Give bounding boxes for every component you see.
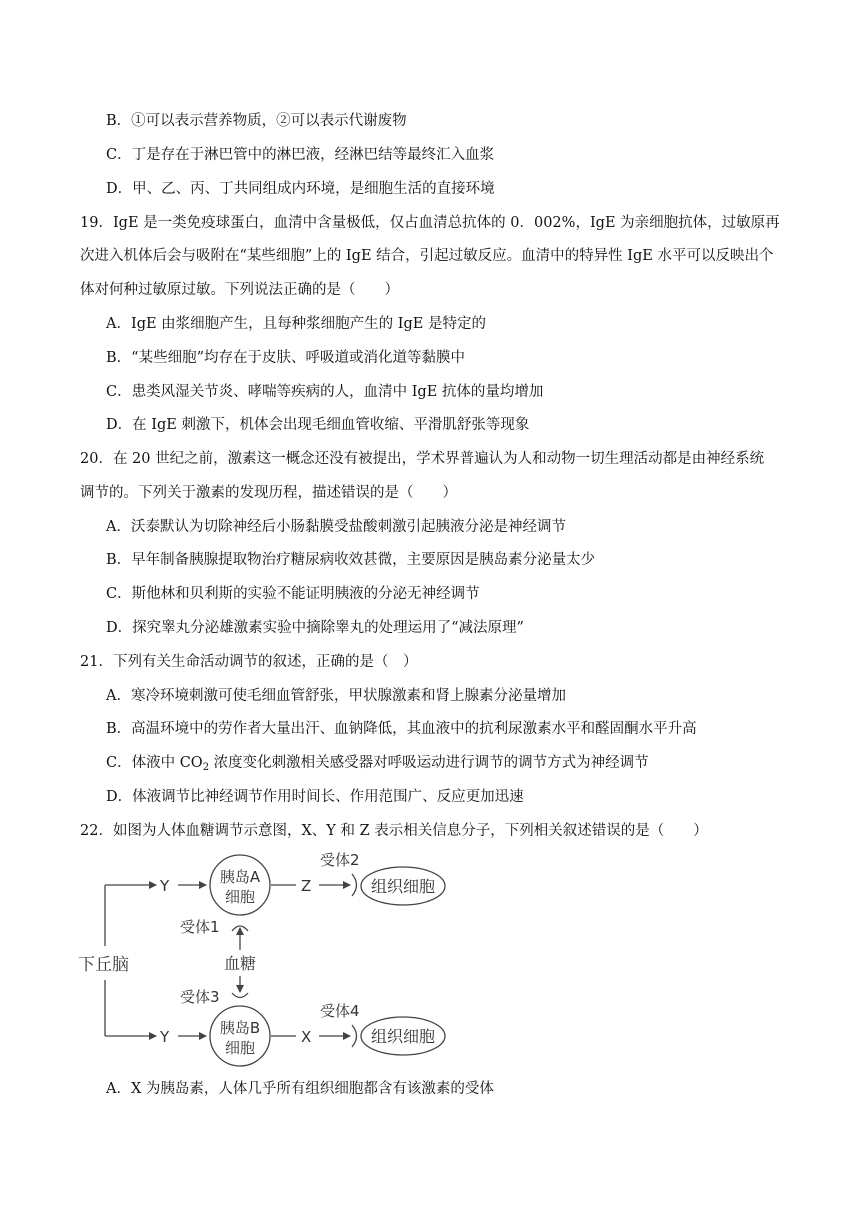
option-21-c-text-b: 浓度变化刺激相关感受器对呼吸运动进行调节的调节方式为神经调节 xyxy=(209,755,649,771)
label-y-bottom: Y xyxy=(160,1028,170,1046)
label-islet-a-2: 细胞 xyxy=(224,888,256,906)
label-hypothalamus: 下丘脑 xyxy=(78,955,129,975)
question-22: 22．如图为人体血糖调节示意图，X、Y 和 Z 表示相关信息分子，下列相关叙述错误的是（ ） xyxy=(80,823,708,839)
receptor-2-arc xyxy=(352,874,357,896)
option-21-b: B．高温环境中的劳作者大量出汗、血钠降低，其血液中的抗利尿激素水平和醛固酮水平升高 xyxy=(106,721,697,737)
option-19-a: A．IgE 由浆细胞产生，且每种浆细胞产生的 IgE 是特定的 xyxy=(106,316,486,332)
label-receptor-1: 受体1 xyxy=(180,918,220,936)
receptor-4-arc xyxy=(352,1025,357,1047)
question-19-line3: 体对何种过敏原过敏。下列说法正确的是（ ） xyxy=(80,282,399,298)
option-20-b: B．早年制备胰腺提取物治疗糖尿病收效甚微，主要原因是胰岛素分泌量太少 xyxy=(106,552,596,568)
option-19-d: D．在 IgE 刺激下，机体会出现毛细血管收缩、平滑肌舒张等现象 xyxy=(106,417,530,433)
option-21-c-text-a: C．体液中 CO xyxy=(106,755,203,771)
option-20-a: A．沃泰默认为切除神经后小肠黏膜受盐酸刺激引起胰液分泌是神经调节 xyxy=(106,519,566,535)
receptor-3-arc xyxy=(232,993,248,998)
option-18-b: B．①可以表示营养物质，②可以表示代谢废物 xyxy=(106,113,407,129)
label-islet-a-1: 胰岛A xyxy=(219,868,261,886)
label-tissue-top: 组织细胞 xyxy=(370,877,436,896)
option-21-c xyxy=(106,753,649,773)
label-islet-b-2: 细胞 xyxy=(224,1039,256,1057)
question-20-line2: 调节的。下列关于激素的发现历程，描述错误的是（ ） xyxy=(80,485,457,501)
option-21-d: D．体液调节比神经调节作用时间长、作用范围广、反应更加迅速 xyxy=(106,789,524,805)
label-y-top: Y xyxy=(160,877,170,895)
label-blood-sugar: 血糖 xyxy=(223,954,257,973)
option-21-a: A．寒冷环境刺激可使毛细血管舒张，甲状腺激素和肾上腺素分泌量增加 xyxy=(106,688,566,704)
blood-sugar-regulation-diagram xyxy=(74,848,474,1068)
co2-subscript: 2 xyxy=(202,762,210,773)
question-19-line1: 19．IgE 是一类免疫球蛋白，血清中含量极低，仅占血清总抗体的 0．002%，IgE 为亲细胞抗体，过敏原再 xyxy=(80,215,780,231)
question-21: 21．下列有关生命活动调节的叙述，正确的是（ ） xyxy=(80,654,418,670)
label-receptor-2: 受体2 xyxy=(320,851,360,869)
option-20-d: D．探究睾丸分泌雄激素实验中摘除睾丸的处理运用了“减法原理” xyxy=(106,620,524,636)
label-receptor-3: 受体3 xyxy=(180,988,220,1006)
option-20-c: C．斯他林和贝利斯的实验不能证明胰液的分泌无神经调节 xyxy=(106,586,480,602)
option-18-d: D．甲、乙、丙、丁共同组成内环境，是细胞生活的直接环境 xyxy=(106,181,495,197)
option-19-c: C．患类风湿关节炎、哮喘等疾病的人，血清中 IgE 抗体的量均增加 xyxy=(106,384,544,400)
question-20-line1: 20．在 20 世纪之前，激素这一概念还没有被提出，学术界普遍认为人和动物一切生理活动都是由神经系统 xyxy=(80,451,765,467)
label-islet-b-1: 胰岛B xyxy=(219,1019,261,1037)
label-x: X xyxy=(301,1028,312,1046)
question-19-line2: 次进入机体后会与吸附在“某些细胞”上的 IgE 结合，引起过敏反应。血清中的特异性 IgE 水平可以反映出个 xyxy=(80,248,774,264)
label-tissue-bottom: 组织细胞 xyxy=(370,1027,436,1046)
label-z: Z xyxy=(301,877,312,895)
option-19-b: B．“某些细胞”均存在于皮肤、呼吸道或消化道等黏膜中 xyxy=(106,350,465,366)
option-22-a: A．X 为胰岛素，人体几乎所有组织细胞都含有该激素的受体 xyxy=(106,1081,494,1097)
option-18-c: C．丁是存在于淋巴管中的淋巴液，经淋巴结等最终汇入血浆 xyxy=(106,147,495,163)
label-receptor-4: 受体4 xyxy=(320,1002,360,1020)
